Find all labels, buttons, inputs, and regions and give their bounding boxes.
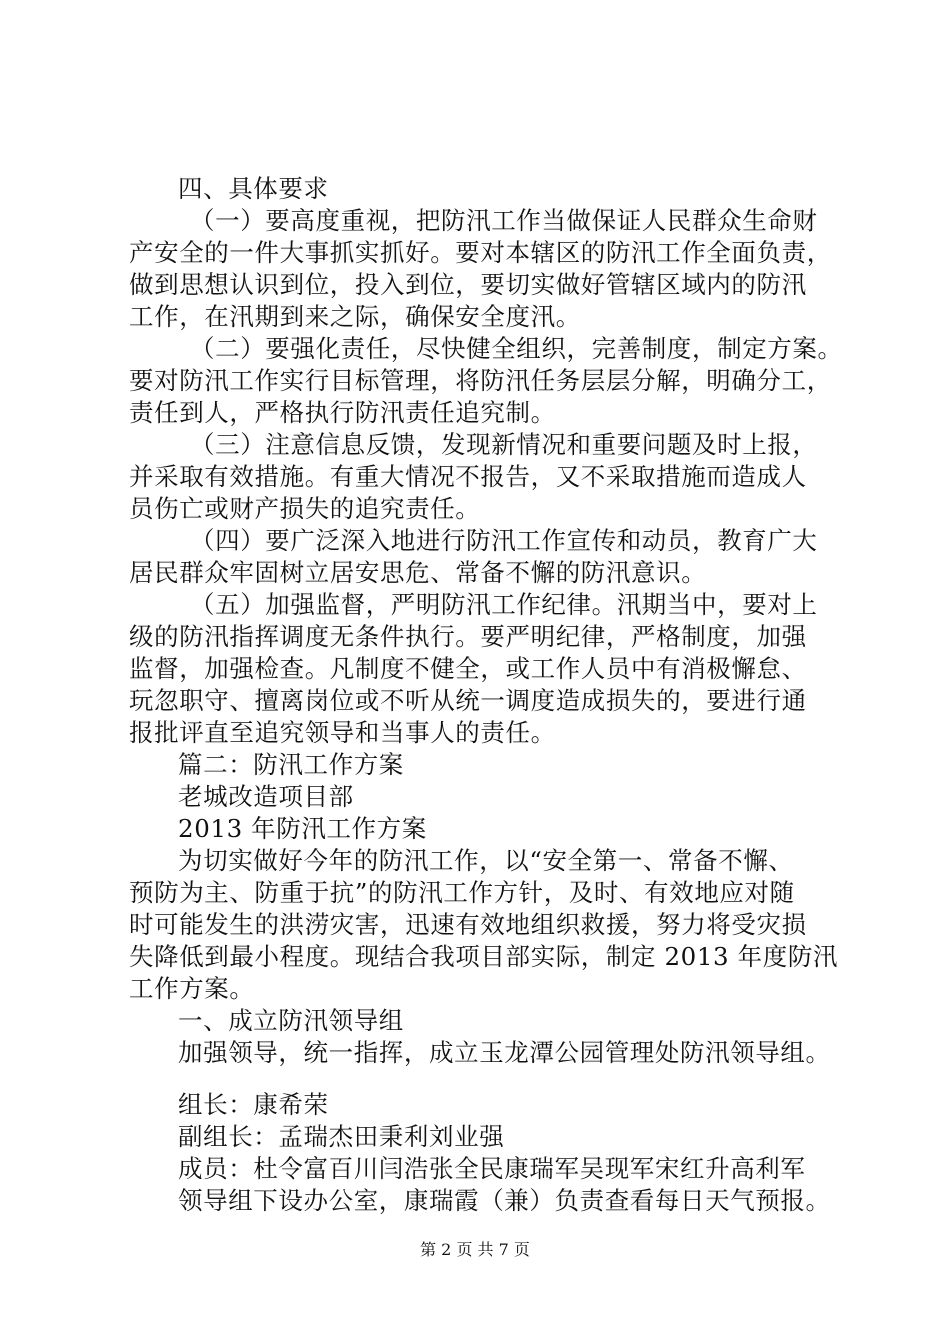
paragraph-line: 监督，加强检查。凡制度不健全，或工作人员中有消极懈怠、 bbox=[129, 654, 807, 683]
paragraph-line: （一）要高度重视，把防汛工作当做保证人民群众生命财 bbox=[190, 206, 818, 235]
office-line: 领导组下设办公室，康瑞霞（兼）负责查看每日天气预报。 bbox=[178, 1186, 831, 1215]
paragraph-line: （四）要广泛深入地进行防汛工作宣传和动员，教育广大 bbox=[190, 526, 818, 555]
paragraph-line: 失降低到最小程度。现结合我项目部实际，制定 2013 年度防汛 bbox=[129, 942, 839, 971]
paragraph-line: 居民群众牢固树立居安思危、常备不懈的防汛意识。 bbox=[129, 558, 707, 587]
paragraph-line: 时可能发生的洪涝灾害，迅速有效地组织救援，努力将受灾损 bbox=[129, 910, 807, 939]
paragraph-line: （三）注意信息反馈，发现新情况和重要问题及时上报， bbox=[190, 430, 818, 459]
department-name: 老城改造项目部 bbox=[178, 782, 354, 811]
paragraph-line: 工作方案。 bbox=[129, 974, 255, 1003]
paragraph-line: 工作，在汛期到来之际，确保安全度汛。 bbox=[129, 302, 581, 331]
paragraph-line: 玩忽职守、擅离岗位或不听从统一调度造成损失的，要进行通 bbox=[129, 686, 807, 715]
paragraph-line: 员伤亡或财产损失的追究责任。 bbox=[129, 494, 481, 523]
chapter-title: 篇二：防汛工作方案 bbox=[178, 750, 404, 779]
paragraph-line: （五）加强监督，严明防汛工作纪律。汛期当中，要对上 bbox=[190, 590, 818, 619]
paragraph-line: 加强领导，统一指挥，成立玉龙潭公园管理处防汛领导组。 bbox=[178, 1038, 831, 1067]
paragraph-line: 报批评直至追究领导和当事人的责任。 bbox=[129, 718, 556, 747]
paragraph-line: 要对防汛工作实行目标管理，将防汛任务层层分解，明确分工， bbox=[129, 366, 832, 395]
paragraph-line: 预防为主、防重于抗”的防汛工作方针，及时、有效地应对随 bbox=[129, 878, 795, 907]
paragraph-line: 级的防汛指挥调度无条件执行。要严明纪律，严格制度，加强 bbox=[129, 622, 807, 651]
paragraph-line: 产安全的一件大事抓实抓好。要对本辖区的防汛工作全面负责， bbox=[129, 238, 832, 267]
members-line: 成员：杜令富百川闫浩张全民康瑞军吴现军宋红升高利军 bbox=[178, 1154, 806, 1183]
plan-title: 2013 年防汛工作方案 bbox=[178, 814, 427, 843]
leader-line: 组长：康希荣 bbox=[178, 1090, 329, 1119]
paragraph-line: 并采取有效措施。有重大情况不报告，又不采取措施而造成人 bbox=[129, 462, 807, 491]
paragraph-line: 做到思想认识到位，投入到位，要切实做好管辖区域内的防汛 bbox=[129, 270, 807, 299]
paragraph-line: 责任到人，严格执行防汛责任追究制。 bbox=[129, 398, 556, 427]
deputy-leaders-line: 副组长：孟瑞杰田秉利刘业强 bbox=[178, 1122, 505, 1151]
section-heading-leadership: 一、成立防汛领导组 bbox=[178, 1006, 404, 1035]
page-footer: 第 2 页 共 7 页 bbox=[420, 1240, 530, 1259]
paragraph-line: （二）要强化责任，尽快健全组织，完善制度，制定方案。 bbox=[190, 334, 843, 363]
section-heading-requirements: 四、具体要求 bbox=[178, 174, 329, 203]
paragraph-line: 为切实做好今年的防汛工作，以“安全第一、常备不懈、 bbox=[178, 846, 794, 875]
